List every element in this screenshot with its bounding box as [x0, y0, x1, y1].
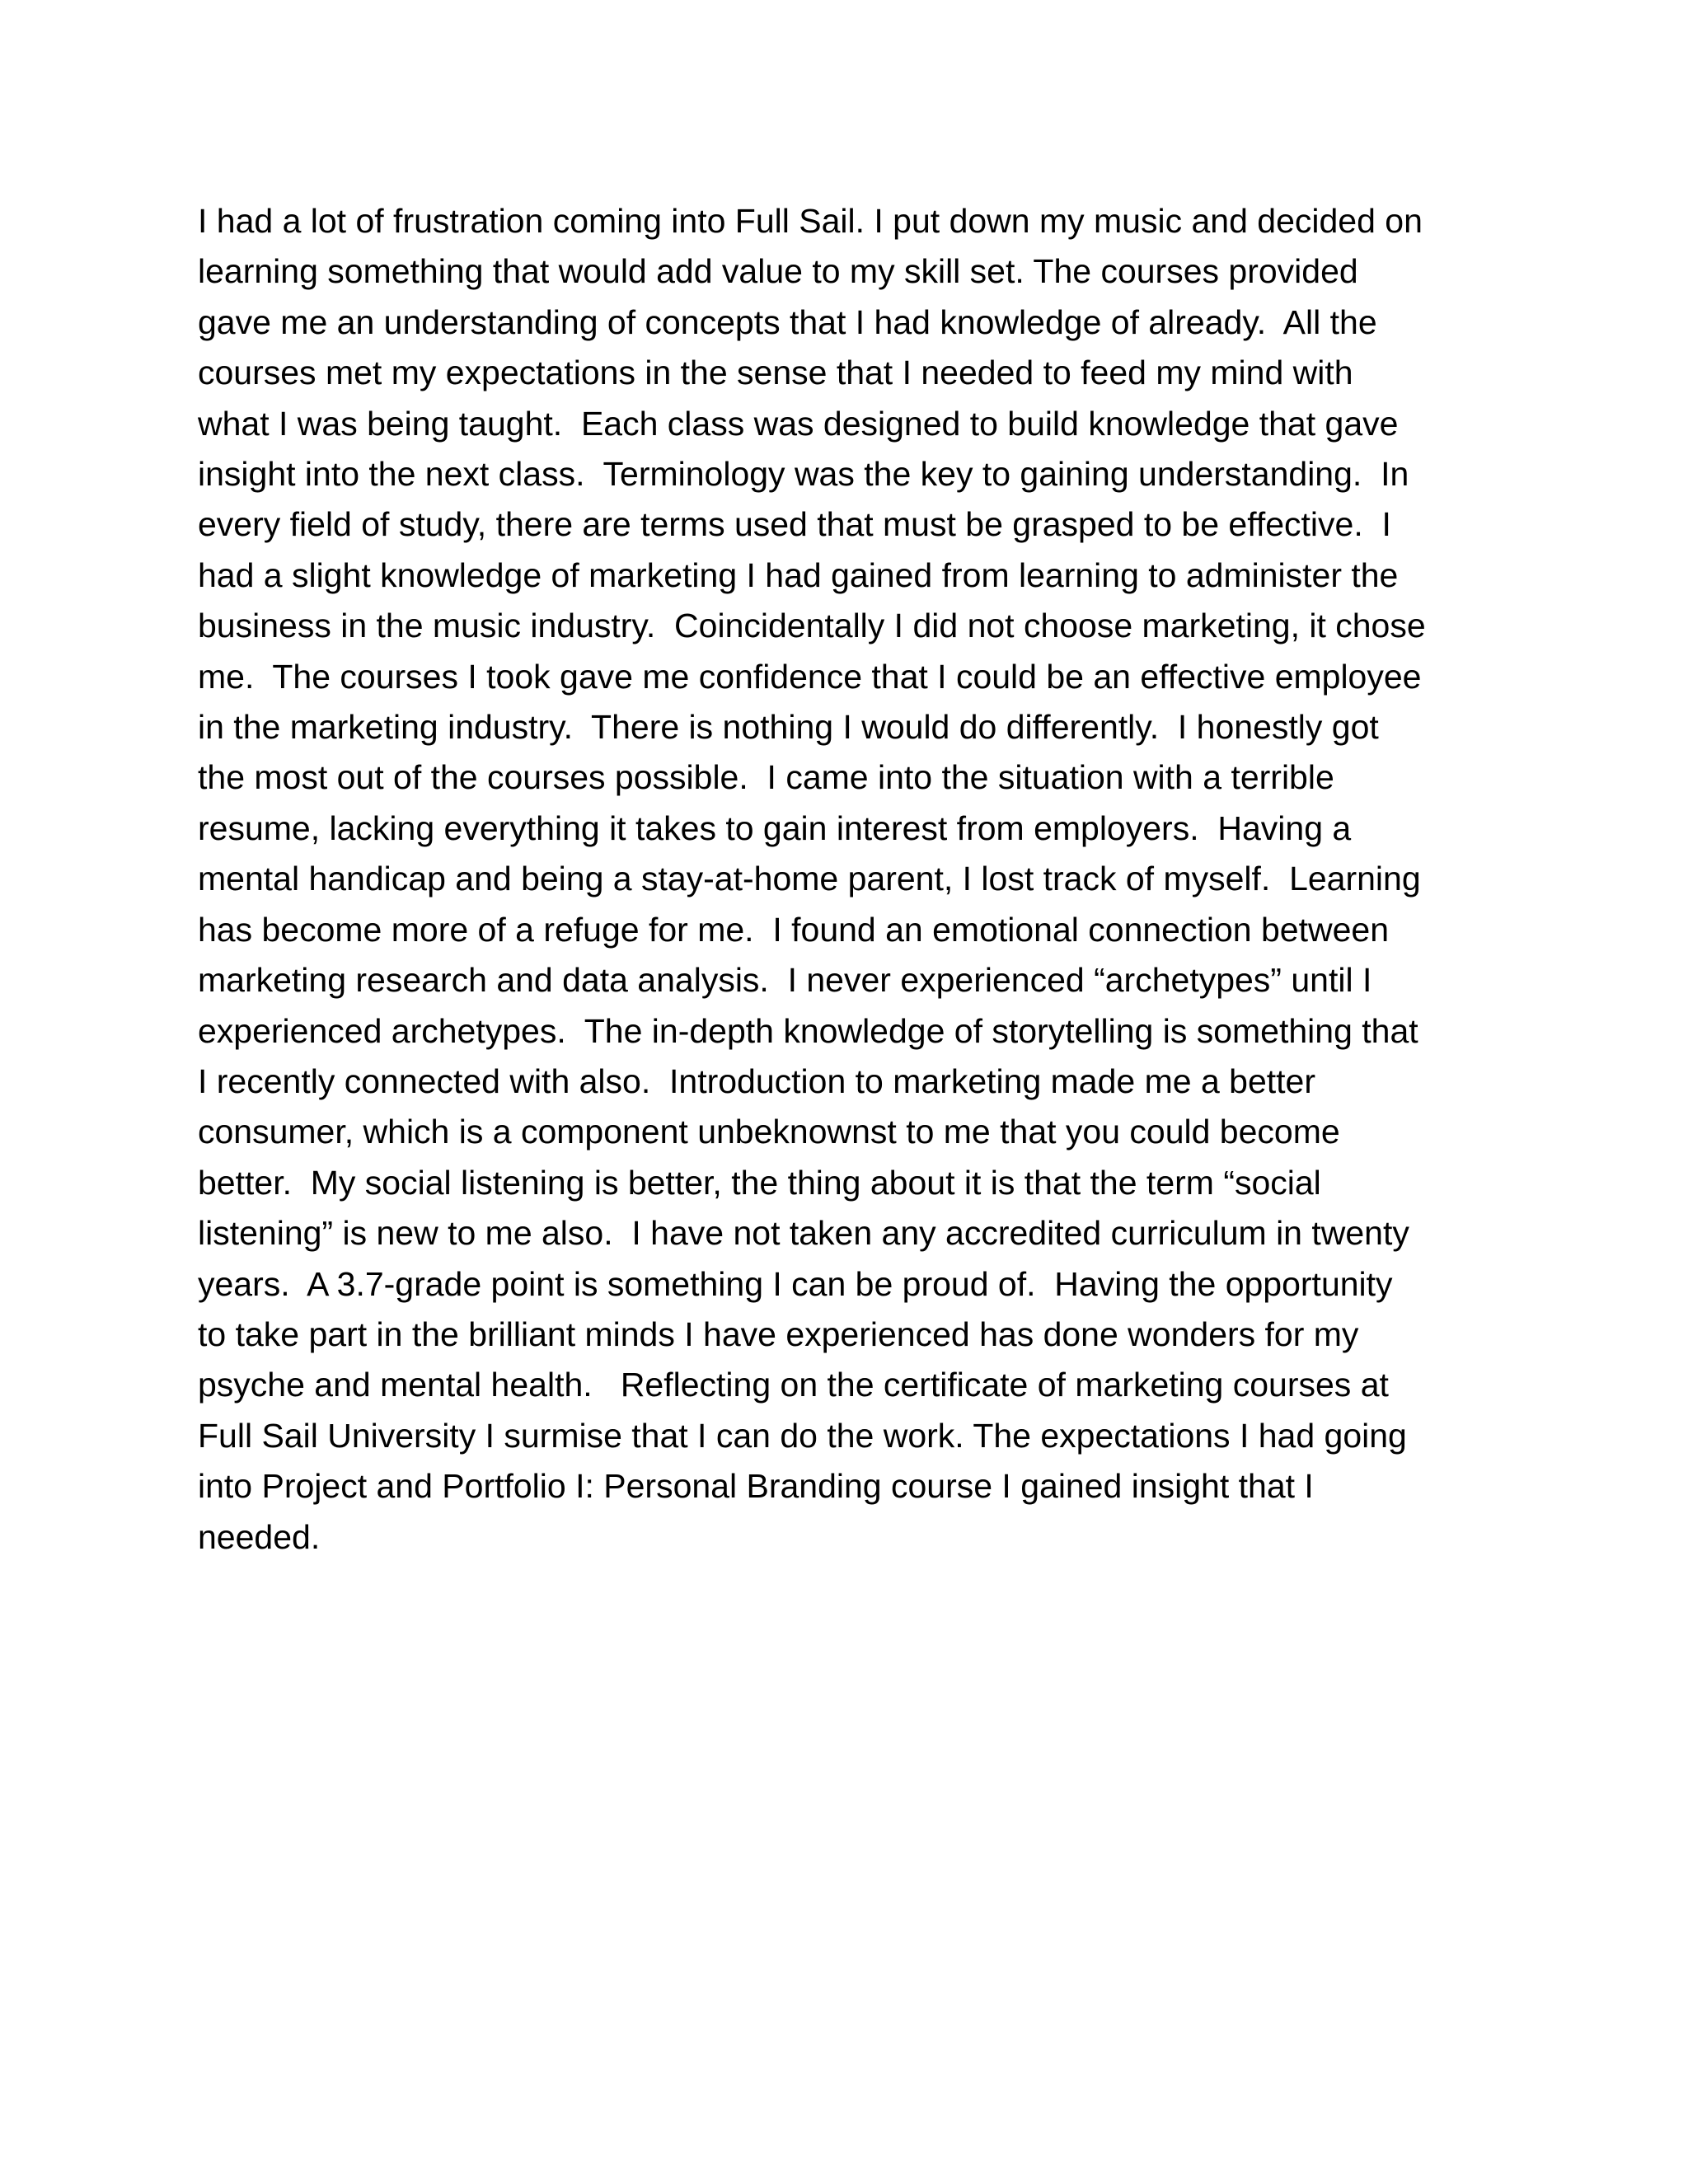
- text-line: listening” is new to me also. I have not taken any accredited curriculum in twenty: [198, 1214, 1409, 1253]
- text-line: needed.: [198, 1517, 321, 1556]
- text-line: in the marketing industry. There is nothing I would do differently. I honestly got: [198, 708, 1379, 747]
- text-line: experienced archetypes. The in-depth knowledge of storytelling is something that: [198, 1011, 1418, 1050]
- text-line: every field of study, there are terms used that must be grasped to be effective. I: [198, 505, 1391, 544]
- text-line: mental handicap and being a stay-at-home parent, I lost track of myself. Learning: [198, 860, 1421, 898]
- text-line: consumer, which is a component unbeknownst to me that you could become: [198, 1113, 1340, 1151]
- text-line: what I was being taught. Each class was designed to build knowledge that gave: [198, 404, 1399, 443]
- text-line: I had a lot of frustration coming into Full Sail. I put down my music and decided on: [198, 202, 1423, 240]
- text-line: into Project and Portfolio I: Personal Branding course I gained insight that I: [198, 1467, 1314, 1506]
- text-line: had a slight knowledge of marketing I had gained from learning to administer the: [198, 555, 1399, 594]
- text-line: resume, lacking everything it takes to gain interest from employers. Having a: [198, 808, 1352, 847]
- text-line: learning something that would add value to my skill set. The courses provided: [198, 252, 1358, 291]
- text-line: psyche and mental health. Reflecting on the certificate of marketing courses at: [198, 1366, 1389, 1404]
- text-line: better. My social listening is better, the thing about it is that the term “social: [198, 1163, 1321, 1202]
- text-line: courses met my expectations in the sense that I needed to feed my mind with: [198, 354, 1353, 392]
- text-line: marketing research and data analysis. I never experienced “archetypes” until I: [198, 961, 1372, 1000]
- text-line: me. The courses I took gave me confidence that I could be an effective employee: [198, 657, 1422, 696]
- text-line: Full Sail University I surmise that I can do the work. The expectations I had going: [198, 1416, 1407, 1455]
- text-line: business in the music industry. Coincidentally I did not choose marketing, it chose: [198, 607, 1426, 645]
- text-line: I recently connected with also. Introduction to marketing made me a better: [198, 1062, 1315, 1100]
- text-line: the most out of the courses possible. I came into the situation with a terrible: [198, 758, 1334, 797]
- text-line: to take part in the brilliant minds I have experienced has done wonders for my: [198, 1315, 1359, 1353]
- text-line: has become more of a refuge for me. I found an emotional connection between: [198, 910, 1389, 949]
- body-paragraph: [198, 196, 1500, 1563]
- text-line: years. A 3.7-grade point is something I can be proud of. Having the opportunity: [198, 1264, 1393, 1303]
- text-line: insight into the next class. Terminology was the key to gaining understanding. In: [198, 455, 1409, 494]
- text-line: gave me an understanding of concepts that I had knowledge of already. All the: [198, 302, 1377, 341]
